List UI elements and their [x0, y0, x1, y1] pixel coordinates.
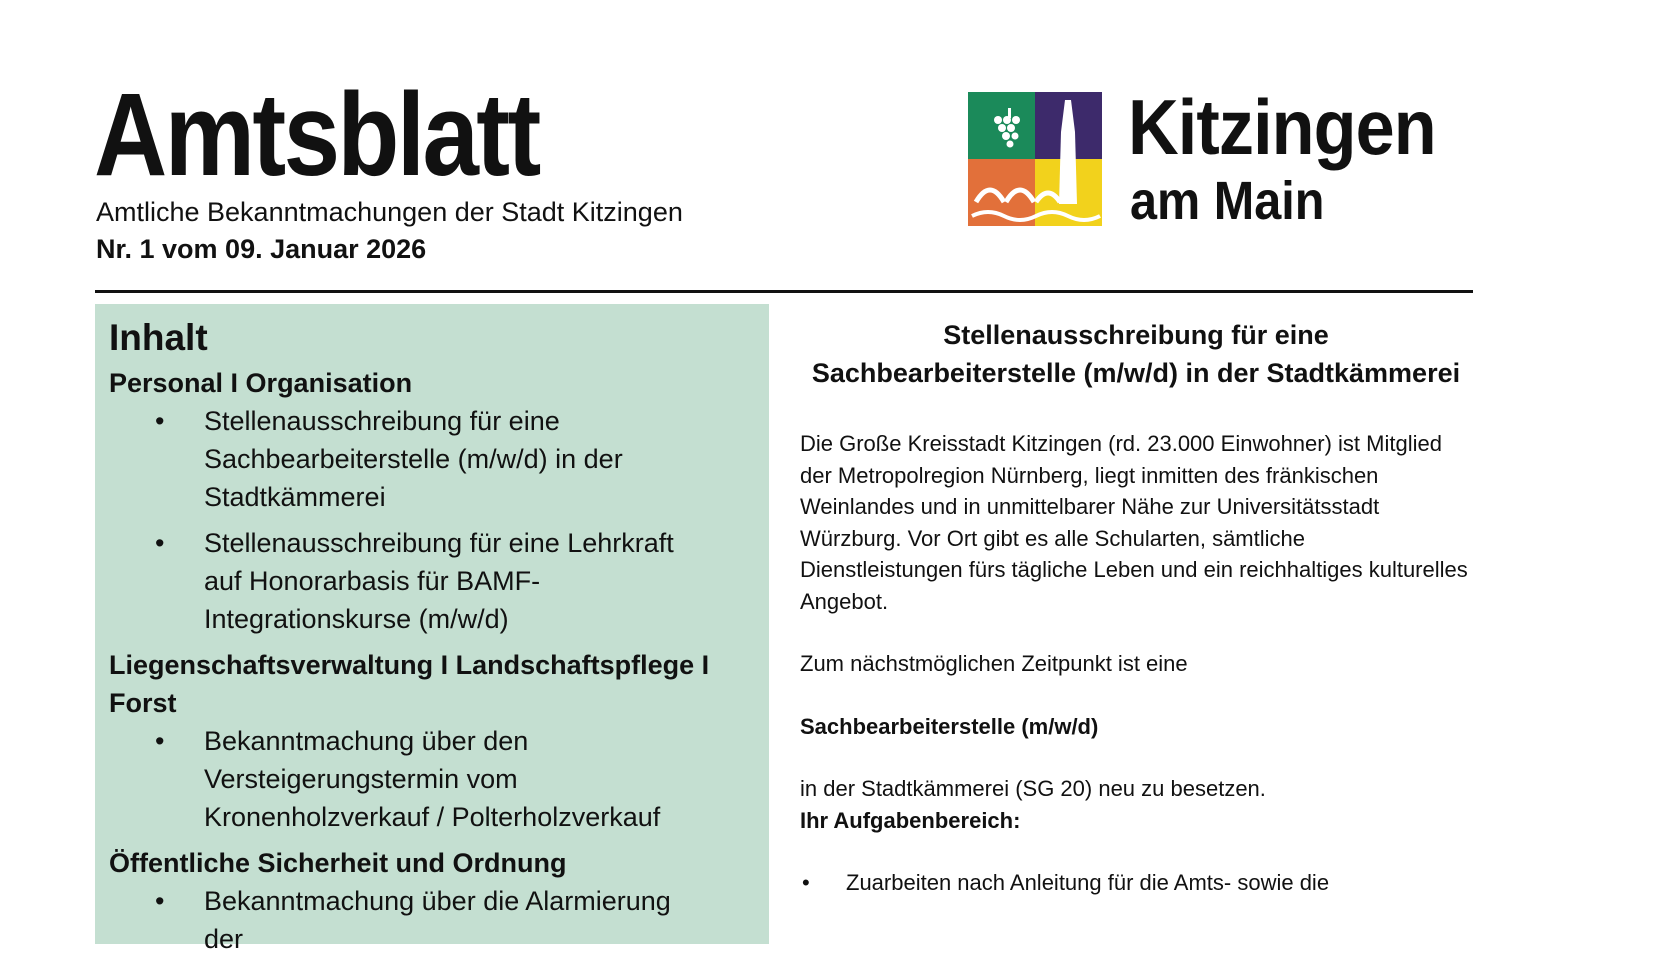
toc-item-label: Stellenausschreibung für eine Sachbearbeiterstelle (m/w/d) in der Stadtkämmerei — [204, 406, 623, 513]
logo-name: Kitzingen — [1128, 83, 1436, 171]
duty-item-label: Zuarbeiten nach Anleitung für die Amts- sowie die — [846, 870, 1330, 895]
logo-subtitle: am Main — [1130, 171, 1325, 231]
toc-list — [109, 882, 769, 958]
article-intro: Die Große Kreisstadt Kitzingen (rd. 23.000 Einwohner) ist Mitglied der Metropolregion Nürnberg, liegt inmitten des fränkischen Weinlandes und in unmittelbarer Nähe zur Universitätsstadt Würzburg. Vor Ort gibt es alle Schularten, sämtliche Dienstleistungen fürs tägliche Leben und ein reichhaltiges kulturelles Angebot. — [800, 431, 1468, 614]
article-lead: Zum nächstmöglichen Zeitpunkt ist eine — [800, 651, 1188, 676]
toc-list — [109, 722, 769, 836]
bullet-icon: • — [155, 726, 165, 757]
toc-section-title: Liegenschaftsverwaltung I Landschaftspflege I Forst — [109, 650, 710, 719]
article — [800, 316, 1472, 898]
toc-item-label: Stellenausschreibung für eine Lehrkraft auf Honorarbasis für BAMF-Integrationskurse (m/w/d) — [204, 528, 674, 635]
toc-item[interactable] — [109, 722, 674, 836]
bullet-icon: • — [155, 528, 165, 559]
toc-item-label: Bekanntmachung über den Versteigerungstermin vom Kronenholzverkauf / Polterholzverkauf — [204, 726, 661, 833]
table-of-contents — [95, 304, 769, 955]
kitzingen-emblem-icon — [968, 92, 1102, 226]
toc-item[interactable] — [109, 882, 674, 958]
page-title: Amtsblatt — [94, 69, 539, 201]
department-line: in der Stadtkämmerei (SG 20) neu zu besetzen. — [800, 776, 1266, 801]
position-title: Sachbearbeiterstelle (m/w/d) — [800, 713, 1099, 739]
toc-item[interactable] — [109, 524, 674, 638]
header-rule — [95, 290, 1473, 293]
toc-list — [109, 402, 769, 638]
bullet-icon: • — [155, 406, 165, 437]
duties-heading: Ihr Aufgabenbereich: — [800, 807, 1021, 833]
bullet-icon: • — [802, 870, 810, 895]
article-title-line: Sachbearbeiterstelle (m/w/d) in der Stadtkämmerei — [811, 358, 1461, 388]
toc-section-title: Öffentliche Sicherheit und Ordnung — [109, 848, 567, 879]
article-title — [800, 316, 1472, 392]
page-subtitle: Amtliche Bekanntmachungen der Stadt Kitzingen — [96, 197, 683, 227]
toc-item-label: Bekanntmachung über die Alarmierung der — [204, 886, 671, 955]
article-title-line: Stellenausschreibung für eine — [943, 320, 1329, 350]
toc-section-title: Personal I Organisation — [109, 368, 413, 399]
bullet-icon: • — [155, 886, 165, 917]
toc-heading: Inhalt — [109, 317, 208, 358]
duty-item — [800, 867, 1472, 898]
issue-line: Nr. 1 vom 09. Januar 2026 — [96, 234, 427, 264]
toc-item[interactable] — [109, 402, 674, 516]
